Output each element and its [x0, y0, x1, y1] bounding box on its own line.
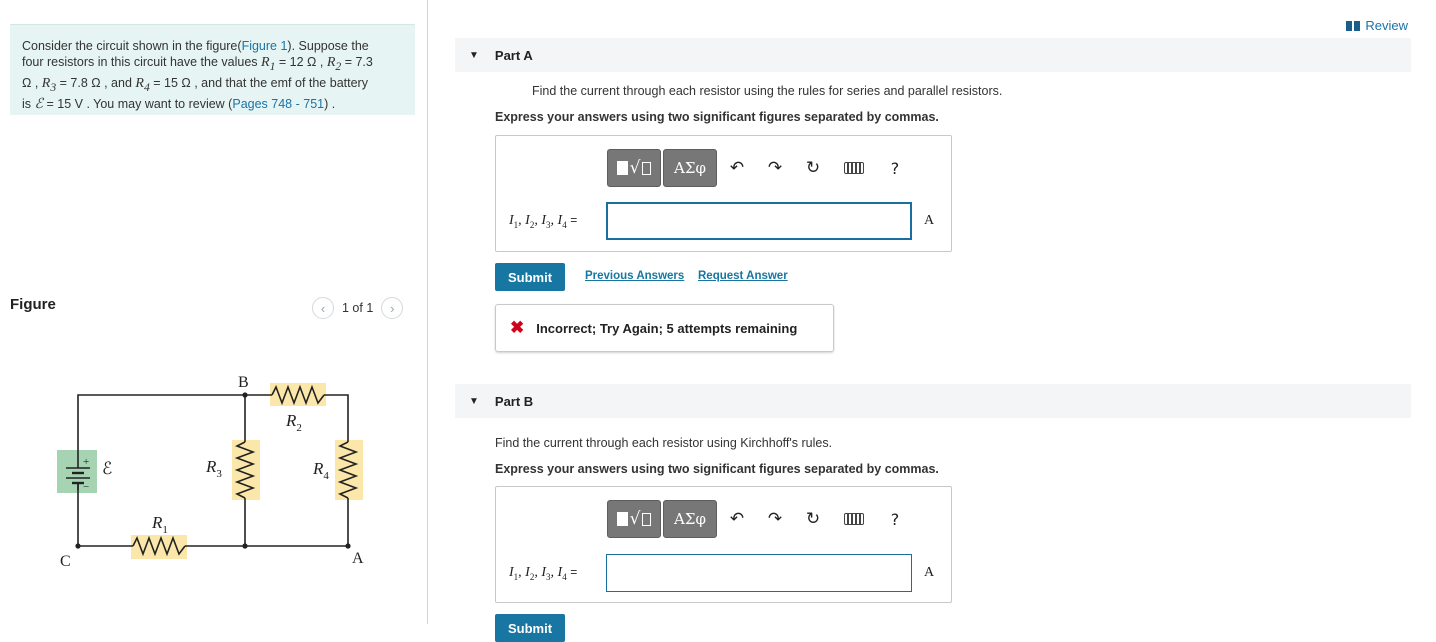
- prev-figure-button[interactable]: ‹: [312, 297, 334, 319]
- feedback-text: Incorrect; Try Again; 5 attempts remaining: [536, 320, 798, 336]
- r3-value: = 7.8 Ω , and: [59, 75, 132, 90]
- next-figure-button[interactable]: ›: [381, 297, 403, 319]
- review-link[interactable]: [1346, 18, 1408, 33]
- part-a-answer-box: [495, 135, 952, 252]
- part-b-format-instruction: Express your answers using two significant figures separated by commas.: [495, 462, 939, 476]
- pager-text: 1 of 1: [342, 301, 374, 315]
- emf-symbol: ℰ: [34, 96, 43, 112]
- template-box-icon: [642, 162, 651, 175]
- emf-value: = 15 V . You may want to review (: [46, 96, 233, 111]
- label-b: B: [238, 374, 249, 391]
- collapse-triangle-icon[interactable]: ▼: [469, 49, 479, 61]
- part-a-header[interactable]: [455, 38, 1411, 72]
- r1-value: = 12 Ω ,: [278, 55, 324, 69]
- help-icon[interactable]: ?: [890, 509, 900, 529]
- template-box-icon: [642, 513, 651, 526]
- part-a-submit-button[interactable]: Submit: [495, 263, 565, 291]
- part-a-title: Part A: [494, 47, 533, 63]
- part-a-answer-label: $I_1$, $I_2$, $I_3$, $I_4$ =: [509, 213, 578, 230]
- part-a-instruction: Find the current through each resistor using the rules for series and parallel resistors.: [532, 84, 1003, 98]
- node-c: [75, 543, 80, 548]
- part-b-answer-box: [495, 486, 952, 603]
- keyboard-icon[interactable]: [833, 500, 875, 538]
- undo-icon[interactable]: ↶: [729, 509, 745, 528]
- part-b-answer-label: $I_1$, $I_2$, $I_3$, $I_4$ =: [509, 565, 578, 582]
- keyboard-icon[interactable]: [833, 149, 875, 187]
- template-square-icon: [617, 512, 628, 526]
- problem-statement: [10, 24, 415, 115]
- collapse-triangle-icon[interactable]: ▼: [469, 395, 479, 407]
- part-b-unit: A: [924, 565, 935, 580]
- left-panel: [0, 0, 428, 624]
- greek-symbols-button[interactable]: ΑΣφ: [663, 149, 717, 187]
- radical-icon: √: [629, 509, 641, 529]
- previous-answers-link[interactable]: Previous Answers: [585, 270, 685, 282]
- label-a: A: [352, 550, 364, 567]
- redo-icon[interactable]: ↷: [767, 158, 783, 177]
- node-bottom: [242, 543, 247, 548]
- redo-icon[interactable]: ↷: [767, 509, 783, 528]
- part-b-title: Part B: [494, 393, 534, 409]
- error-x-icon: ✖: [510, 318, 525, 337]
- figure-link[interactable]: Figure 1: [241, 39, 288, 53]
- book-icon: [1346, 21, 1360, 31]
- radical-icon: √: [629, 158, 641, 178]
- label-minus: −: [83, 481, 90, 493]
- templates-button[interactable]: [607, 149, 661, 187]
- label-plus: +: [83, 456, 90, 468]
- math-toolbar: [607, 149, 913, 187]
- r2-value: = 7.3: [344, 55, 373, 69]
- part-b-header[interactable]: [455, 384, 1411, 418]
- review-label: Review: [1365, 18, 1408, 33]
- battery-highlight: [57, 450, 97, 493]
- part-a-unit: A: [924, 213, 935, 228]
- label-r3: $R_3$: [206, 457, 222, 480]
- keyboard-glyph: [844, 162, 864, 174]
- problem-text: ). Suppose the: [287, 39, 369, 53]
- template-square-icon: [617, 161, 628, 175]
- r1-symbol: $R_1$: [261, 55, 276, 73]
- label-c: C: [60, 553, 71, 570]
- figure-heading: Figure: [10, 296, 56, 313]
- problem-text: four resistors in this circuit have the values: [22, 55, 258, 69]
- request-answer-link[interactable]: Request Answer: [698, 270, 788, 282]
- reset-icon[interactable]: ↻: [805, 158, 821, 177]
- keyboard-glyph: [844, 513, 864, 525]
- circuit-diagram: [50, 370, 380, 580]
- r4-symbol: $R_4$: [135, 75, 150, 94]
- pages-link[interactable]: Pages 748 - 751: [232, 96, 325, 111]
- math-toolbar: [607, 500, 913, 538]
- node-b: [242, 392, 247, 397]
- help-icon[interactable]: ?: [890, 158, 900, 178]
- r3-symbol: $R_3$: [41, 75, 57, 94]
- undo-icon[interactable]: ↶: [729, 158, 745, 177]
- part-a-format-instruction: Express your answers using two significant figures separated by commas.: [495, 110, 939, 124]
- label-r4: $R_4$: [313, 459, 329, 482]
- label-r1: $R_1$: [152, 513, 168, 536]
- node-a: [345, 543, 350, 548]
- part-a-answer-input[interactable]: [606, 202, 912, 240]
- figure-pager: [312, 297, 403, 319]
- r1-highlight: [131, 535, 187, 559]
- label-emf: ℰ: [102, 459, 113, 478]
- problem-text: is: [22, 96, 32, 111]
- part-b-instruction: Find the current through each resistor using Kirchhoff's rules.: [495, 436, 833, 450]
- reset-icon[interactable]: ↻: [805, 509, 821, 528]
- templates-button[interactable]: [607, 500, 661, 538]
- greek-symbols-button[interactable]: ΑΣφ: [663, 500, 717, 538]
- r4-value: = 15 Ω , and that the emf of the battery: [153, 75, 368, 90]
- label-r2: $R_2$: [286, 411, 302, 434]
- problem-text: ) .: [324, 96, 336, 111]
- r2-symbol: $R_2$: [326, 55, 342, 73]
- problem-text: Ω ,: [22, 75, 39, 90]
- part-b-answer-input[interactable]: [606, 554, 912, 592]
- part-b-submit-button[interactable]: Submit: [495, 614, 565, 642]
- part-a-feedback: [495, 304, 834, 352]
- problem-text: Consider the circuit shown in the figure(: [22, 39, 242, 53]
